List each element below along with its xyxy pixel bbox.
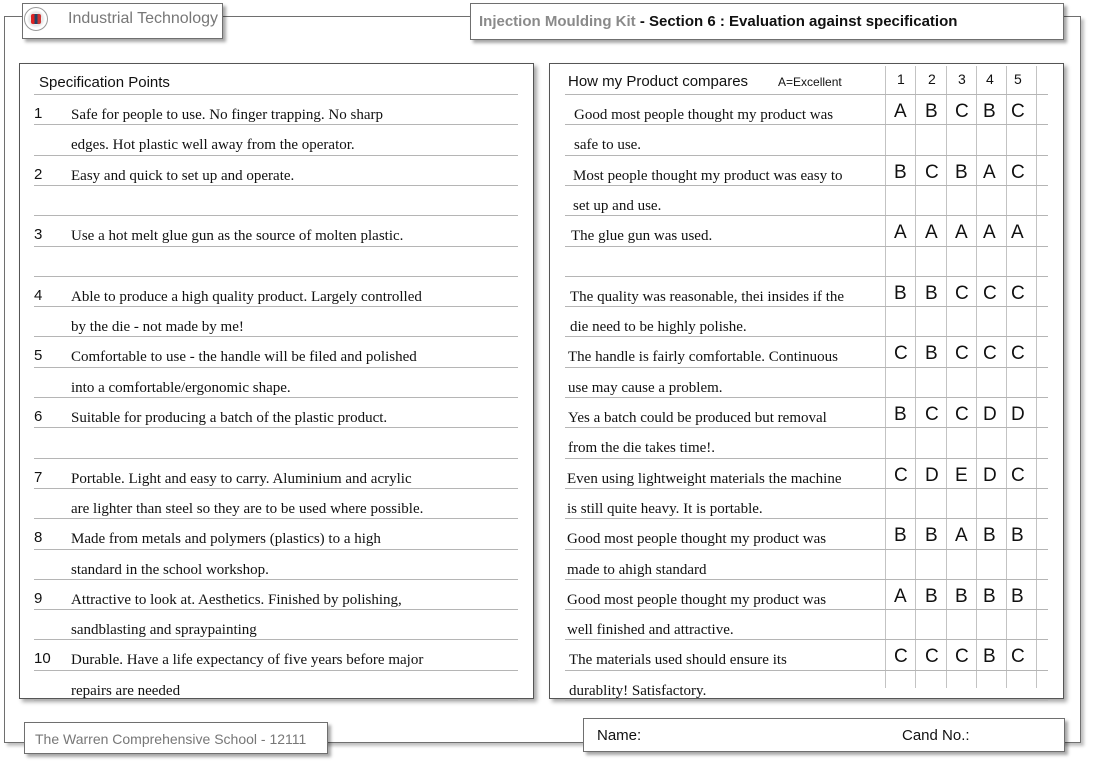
rule-line bbox=[565, 579, 1048, 580]
grade-legend: A=Excellent bbox=[778, 75, 842, 89]
grade-cell: C bbox=[1011, 283, 1025, 304]
grid-column-line bbox=[1036, 66, 1037, 688]
grid-column-line bbox=[915, 66, 916, 688]
spec-text-line-1: Made from metals and polymers (plastics) to a high bbox=[71, 531, 381, 547]
grade-cell: D bbox=[983, 404, 997, 425]
spec-number: 1 bbox=[34, 105, 43, 122]
grade-cell: A bbox=[894, 222, 907, 243]
school-logo-icon bbox=[24, 7, 48, 31]
grade-cell: A bbox=[925, 222, 938, 243]
comparison-text-line-1: Good most people thought my product was bbox=[567, 592, 827, 608]
rule-line bbox=[34, 488, 518, 489]
grade-cell: C bbox=[1011, 101, 1025, 122]
rule-line bbox=[565, 215, 1048, 216]
rule-line bbox=[34, 397, 518, 398]
grade-cell: C bbox=[955, 646, 969, 667]
grade-cell: B bbox=[925, 283, 938, 304]
grade-cell: B bbox=[955, 586, 968, 607]
rule-line bbox=[565, 397, 1048, 398]
school-name: The Warren Comprehensive School - 12111 bbox=[35, 731, 307, 747]
spec-text-line-2: repairs are needed bbox=[71, 683, 181, 699]
rule-line bbox=[34, 94, 518, 95]
grade-cell: C bbox=[983, 283, 997, 304]
rule-line bbox=[34, 700, 518, 701]
grade-cell: A bbox=[983, 222, 996, 243]
grade-cell: A bbox=[955, 222, 968, 243]
grade-cell: A bbox=[894, 586, 907, 607]
comparison-text-line-1: Yes a batch could be produced but removal bbox=[568, 410, 827, 426]
rule-line bbox=[565, 276, 1048, 277]
grade-cell: C bbox=[894, 343, 908, 364]
rule-line bbox=[565, 246, 1048, 247]
column-header: 2 bbox=[928, 71, 936, 87]
grade-cell: C bbox=[894, 646, 908, 667]
grade-cell: B bbox=[925, 343, 938, 364]
comparison-text-line-2: durablity! Satisfactory. bbox=[569, 683, 707, 699]
rule-line bbox=[565, 306, 1048, 307]
grade-cell: B bbox=[925, 101, 938, 122]
grid-column-line bbox=[1006, 66, 1007, 688]
rule-line bbox=[34, 579, 518, 580]
comparison-text-line-2: well finished and attractive. bbox=[567, 622, 734, 638]
grade-cell: A bbox=[983, 162, 996, 183]
grade-cell: C bbox=[983, 343, 997, 364]
grade-cell: C bbox=[1011, 162, 1025, 183]
comparison-text-line-2: set up and use. bbox=[573, 198, 662, 214]
spec-text-line-1: Easy and quick to set up and operate. bbox=[71, 168, 295, 184]
grade-cell: B bbox=[983, 586, 996, 607]
spec-text-line-1: Suitable for producing a batch of the plastic product. bbox=[71, 410, 388, 426]
grade-cell: C bbox=[955, 101, 969, 122]
spec-text-line-2: sandblasting and spraypainting bbox=[71, 622, 257, 638]
compare-heading: How my Product compares bbox=[568, 73, 749, 90]
spec-number: 2 bbox=[34, 166, 43, 183]
column-header: 4 bbox=[986, 71, 994, 87]
grade-cell: B bbox=[983, 646, 996, 667]
grid-column-line bbox=[946, 66, 947, 688]
name-label: Name: bbox=[597, 727, 642, 744]
comparison-text-line-1: The quality was reasonable, thei insides if the bbox=[570, 289, 845, 305]
comparison-text-line-1: The handle is fairly comfortable. Continuous bbox=[568, 349, 838, 365]
spec-text-line-1: Use a hot melt glue gun as the source of molten plastic. bbox=[71, 228, 404, 244]
grade-cell: B bbox=[955, 162, 968, 183]
column-header: 3 bbox=[958, 71, 966, 87]
spec-text-line-1: Attractive to look at. Aesthetics. Finished by polishing, bbox=[71, 592, 402, 608]
grade-cell: B bbox=[925, 586, 938, 607]
rule-line bbox=[565, 367, 1048, 368]
rule-line bbox=[34, 336, 518, 337]
project-name: Injection Moulding Kit bbox=[479, 13, 636, 30]
rule-line bbox=[34, 609, 518, 610]
grade-cell: C bbox=[925, 162, 939, 183]
spec-text-line-1: Durable. Have a life expectancy of five years before major bbox=[71, 652, 424, 668]
name-box bbox=[583, 718, 1065, 752]
grade-cell: B bbox=[894, 283, 907, 304]
grade-cell: B bbox=[1011, 586, 1024, 607]
grade-cell: A bbox=[1011, 222, 1024, 243]
grid-column-line bbox=[976, 66, 977, 688]
grade-cell: E bbox=[955, 465, 968, 486]
cand-no-label: Cand No.: bbox=[902, 727, 970, 744]
spec-text-line-2: are lighter than steel so they are to be used where possible. bbox=[71, 501, 424, 517]
spec-number: 5 bbox=[34, 347, 43, 364]
comparison-text-line-2: made to ahigh standard bbox=[567, 562, 707, 578]
grade-cell: D bbox=[1011, 404, 1025, 425]
rule-line bbox=[565, 124, 1048, 125]
column-header: 5 bbox=[1014, 71, 1022, 87]
rule-line bbox=[34, 124, 518, 125]
grade-cell: B bbox=[983, 525, 996, 546]
grid-column-line bbox=[885, 66, 886, 688]
rule-line bbox=[34, 518, 518, 519]
comparison-text-line-1: The materials used should ensure its bbox=[569, 652, 787, 668]
rule-line bbox=[565, 336, 1048, 337]
comparison-text-line-2: use may cause a problem. bbox=[568, 380, 723, 396]
spec-text-line-1: Comfortable to use - the handle will be filed and polished bbox=[71, 349, 417, 365]
rule-line bbox=[565, 549, 1048, 550]
rule-line bbox=[34, 276, 518, 277]
comparison-text-line-1: Even using lightweight materials the machine bbox=[567, 471, 842, 487]
grade-cell: A bbox=[955, 525, 968, 546]
rule-line bbox=[565, 609, 1048, 610]
rule-line bbox=[34, 215, 518, 216]
rule-line bbox=[34, 155, 518, 156]
grade-cell: D bbox=[925, 465, 939, 486]
rule-line bbox=[34, 185, 518, 186]
rule-line bbox=[34, 367, 518, 368]
subject-title: Industrial Technology bbox=[68, 10, 219, 27]
grade-cell: C bbox=[1011, 343, 1025, 364]
rule-line bbox=[565, 427, 1048, 428]
comparison-text-line-1: Good most people thought my product was bbox=[567, 531, 827, 547]
grade-cell: C bbox=[925, 646, 939, 667]
rule-line bbox=[565, 185, 1048, 186]
rule-line bbox=[34, 306, 518, 307]
grade-cell: B bbox=[925, 525, 938, 546]
spec-number: 3 bbox=[34, 226, 43, 243]
grade-cell: B bbox=[983, 101, 996, 122]
grade-cell: B bbox=[894, 404, 907, 425]
section-name: - Section 6 : Evaluation against specification bbox=[635, 13, 958, 30]
spec-heading: Specification Points bbox=[39, 74, 170, 91]
grade-cell: C bbox=[955, 343, 969, 364]
rule-line bbox=[565, 670, 1048, 671]
rule-line bbox=[565, 94, 1048, 95]
rule-line bbox=[565, 155, 1048, 156]
spec-text-line-2: standard in the school workshop. bbox=[71, 562, 269, 578]
rule-line bbox=[565, 639, 1048, 640]
grade-cell: C bbox=[925, 404, 939, 425]
spec-text-line-2: into a comfortable/ergonomic shape. bbox=[71, 380, 291, 396]
rule-line bbox=[34, 670, 518, 671]
rule-line bbox=[34, 458, 518, 459]
comparison-text-line-1: Most people thought my product was easy to bbox=[573, 168, 843, 184]
spec-number: 8 bbox=[34, 529, 43, 546]
spec-text-line-2: edges. Hot plastic well away from the operator. bbox=[71, 137, 355, 153]
spec-number: 6 bbox=[34, 408, 43, 425]
spec-text-line-1: Safe for people to use. No finger trapping. No sharp bbox=[71, 107, 383, 123]
grade-cell: C bbox=[1011, 465, 1025, 486]
spec-text-line-1: Portable. Light and easy to carry. Aluminium and acrylic bbox=[71, 471, 412, 487]
grade-cell: B bbox=[894, 525, 907, 546]
column-header: 1 bbox=[897, 71, 905, 87]
grade-cell: C bbox=[955, 404, 969, 425]
grade-cell: C bbox=[955, 283, 969, 304]
spec-number: 10 bbox=[34, 650, 51, 667]
spec-text-line-1: Able to produce a high quality product. Largely controlled bbox=[71, 289, 422, 305]
rule-line bbox=[565, 518, 1048, 519]
rule-line bbox=[34, 246, 518, 247]
spec-number: 4 bbox=[34, 287, 43, 304]
grade-cell: B bbox=[894, 162, 907, 183]
spec-number: 9 bbox=[34, 590, 43, 607]
rule-line bbox=[34, 639, 518, 640]
comparison-text-line-2: from the die takes time!. bbox=[568, 440, 716, 456]
rule-line bbox=[565, 488, 1048, 489]
grade-cell: D bbox=[983, 465, 997, 486]
comparison-text-line-1: The glue gun was used. bbox=[571, 228, 713, 244]
grade-cell: B bbox=[1011, 525, 1024, 546]
rule-line bbox=[34, 427, 518, 428]
grade-cell: C bbox=[894, 465, 908, 486]
comparison-text-line-2: safe to use. bbox=[574, 137, 642, 153]
spec-number: 7 bbox=[34, 469, 43, 486]
rule-line bbox=[34, 549, 518, 550]
section-title bbox=[479, 13, 957, 30]
comparison-text-line-2: is still quite heavy. It is portable. bbox=[567, 501, 763, 517]
comparison-text-line-1: Good most people thought my product was bbox=[574, 107, 834, 123]
comparison-text-line-2: die need to be highly polishe. bbox=[570, 319, 747, 335]
rule-line bbox=[565, 458, 1048, 459]
grade-cell: C bbox=[1011, 646, 1025, 667]
rule-line bbox=[565, 700, 1048, 701]
spec-text-line-2: by the die - not made by me! bbox=[71, 319, 244, 335]
grade-cell: A bbox=[894, 101, 907, 122]
